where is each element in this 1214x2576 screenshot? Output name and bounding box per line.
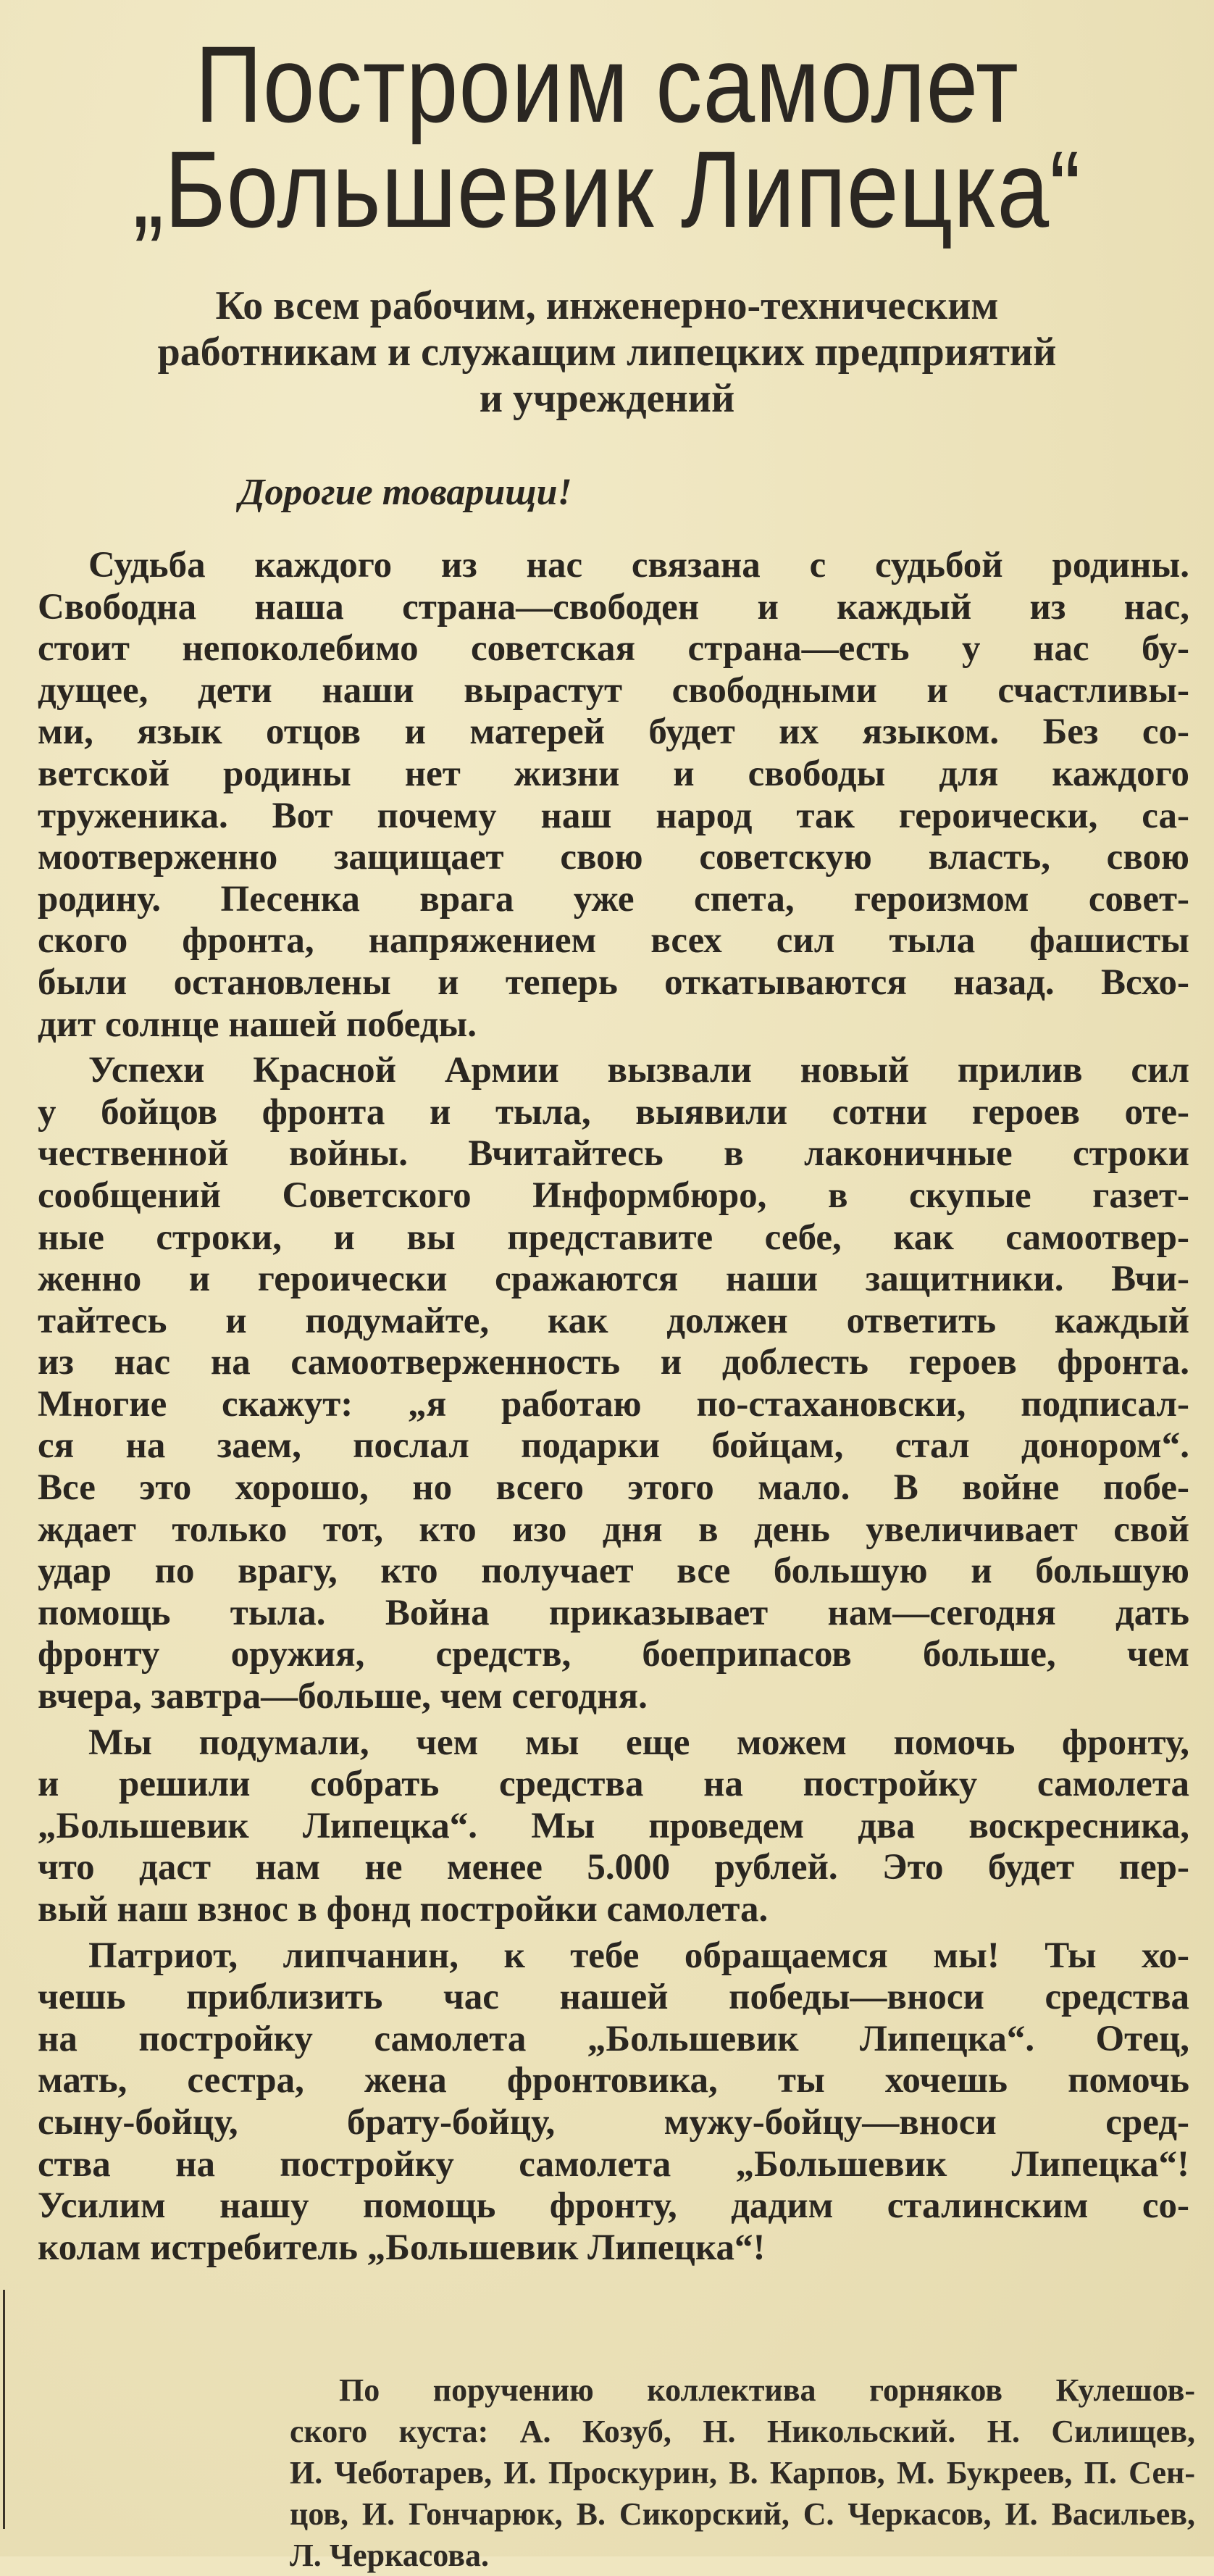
text-line: труженика. Вот почему наш народ так героически, са- (38, 795, 1189, 836)
text-line: вчера, завтра—больше, чем сегодня. (38, 1676, 648, 1717)
subheading-line: Ко всем рабочим, инженерно-техническим (215, 283, 999, 328)
text-line: „Большевик Липецка“. Мы проведем два воскресника, (38, 1805, 1189, 1846)
article-paragraph (38, 1722, 1189, 1931)
text-line: и решили собрать средства на постройку самолета (38, 1764, 1189, 1805)
text-line: Успехи Красной Армии вызвали новый прилив сил (88, 1050, 1189, 1091)
text-line: Все это хорошо, но всего этого мало. В войне побе- (38, 1467, 1189, 1509)
text-line: ми, язык отцов и матерей будет их языком. Без со- (38, 712, 1189, 753)
text-line: женно и героически сражаются наши защитники. Вчи- (38, 1259, 1189, 1300)
article-paragraph (38, 545, 1189, 1046)
subheading-line: и учреждений (479, 376, 735, 421)
signature-line: ского куста: А. Козуб, Н. Никольский. Н. Силищев, (290, 2414, 1195, 2449)
text-line: чешь приблизить час нашей победы—вноси средства (38, 1977, 1189, 2018)
text-line: ства на постройку самолета „Большевик Липецка“! (38, 2143, 1189, 2185)
headline-line-2: „Большевик Липецка“ (133, 128, 1081, 250)
article-paragraph (38, 1050, 1189, 1718)
text-line: мать, сестра, жена фронтовика, ты хочешь помочь (38, 2060, 1189, 2101)
text-line: колам истребитель „Большевик Липецка“! (38, 2227, 766, 2268)
greeting: Дорогие товарищи! (239, 472, 572, 513)
text-line: Мы подумали, чем мы еще можем помочь фронту, (88, 1722, 1189, 1763)
text-line: ся на заем, послал подарки бойцам, стал донором“. (38, 1425, 1189, 1467)
text-line: ждает только тот, кто изо дня в день увеличивает свой (38, 1509, 1189, 1550)
text-line: ветской родины нет жизни и свободы для каждого (38, 753, 1189, 794)
text-line: были остановлены и теперь откатываются назад. Всхо- (38, 962, 1189, 1003)
text-line: Многие скажут: „я работаю по-стахановски, подписал- (38, 1383, 1189, 1425)
article-paragraph (38, 1935, 1189, 2269)
column-rule (3, 2290, 5, 2529)
text-line: сыну-бойцу, брату-бойцу, мужу-бойцу—вноси сред- (38, 2101, 1189, 2143)
signature-block (290, 2369, 1195, 2576)
text-line: что даст нам не менее 5.000 рублей. Это будет пер- (38, 1847, 1189, 1888)
text-line: удар по врагу, кто получает все большую и большую (38, 1551, 1189, 1592)
text-line: вый наш взнос в фонд постройки самолета. (38, 1889, 769, 1930)
text-line: сообщений Советского Информбюро, в скупые газет- (38, 1175, 1189, 1216)
text-line: у бойцов фронта и тыла, выявили сотни героев оте- (38, 1091, 1189, 1133)
signature-line: По поручению коллектива горняков Кулешов- (339, 2372, 1195, 2408)
text-line: чественной войны. Вчитайтесь в лаконичные строки (38, 1133, 1189, 1175)
text-line: тайтесь и подумайте, как должен ответить каждый (38, 1300, 1189, 1341)
text-line: моотверженно защищает свою советскую власть, свою (38, 837, 1189, 878)
text-line: Усилим нашу помощь фронту, дадим сталинским со- (38, 2185, 1189, 2227)
text-line: помощь тыла. Война приказывает нам—сегодня дать (38, 1592, 1189, 1633)
text-line: стоит непоколебимо советская страна—есть у нас бу- (38, 628, 1189, 670)
text-line: Патриот, липчанин, к тебе обращаемся мы! Ты хо- (88, 1935, 1189, 1976)
subheading-line: работникам и служащим липецких предприятий (157, 330, 1057, 375)
article-body (38, 545, 1189, 2269)
text-line: на постройку самолета „Большевик Липецка“. Отец, (38, 2018, 1189, 2059)
text-line: из нас на самоотверженность и доблесть героев фронта. (38, 1342, 1189, 1383)
text-line: Свободна наша страна—свободен и каждый из нас, (38, 586, 1189, 628)
subheading (0, 283, 1214, 422)
signature-line: Л. Черкасова. (290, 2538, 489, 2573)
text-line: дущее, дети наши вырастут свободными и счастливы- (38, 670, 1189, 711)
text-line: фронту оружия, средств, боеприпасов больше, чем (38, 1634, 1189, 1675)
signature-line: И. Чеботарев, И. Проскурин, В. Карпов, М. Букреев, П. Сен- (290, 2455, 1195, 2490)
text-line: Судьба каждого из нас связана с судьбой родины. (88, 545, 1189, 585)
headline-line-1: Построим самолет (195, 23, 1019, 145)
text-line: ского фронта, напряжением всех сил тыла фашисты (38, 920, 1189, 962)
text-line: родину. Песенка врага уже спета, героизмом совет- (38, 878, 1189, 920)
text-line: ные строки, и вы представите себе, как самоотвер- (38, 1217, 1189, 1258)
signature-line: цов, И. Гончарюк, В. Сикорский, С. Черкасов, И. Васильев, (290, 2496, 1195, 2532)
text-line: дит солнце нашей победы. (38, 1004, 477, 1045)
